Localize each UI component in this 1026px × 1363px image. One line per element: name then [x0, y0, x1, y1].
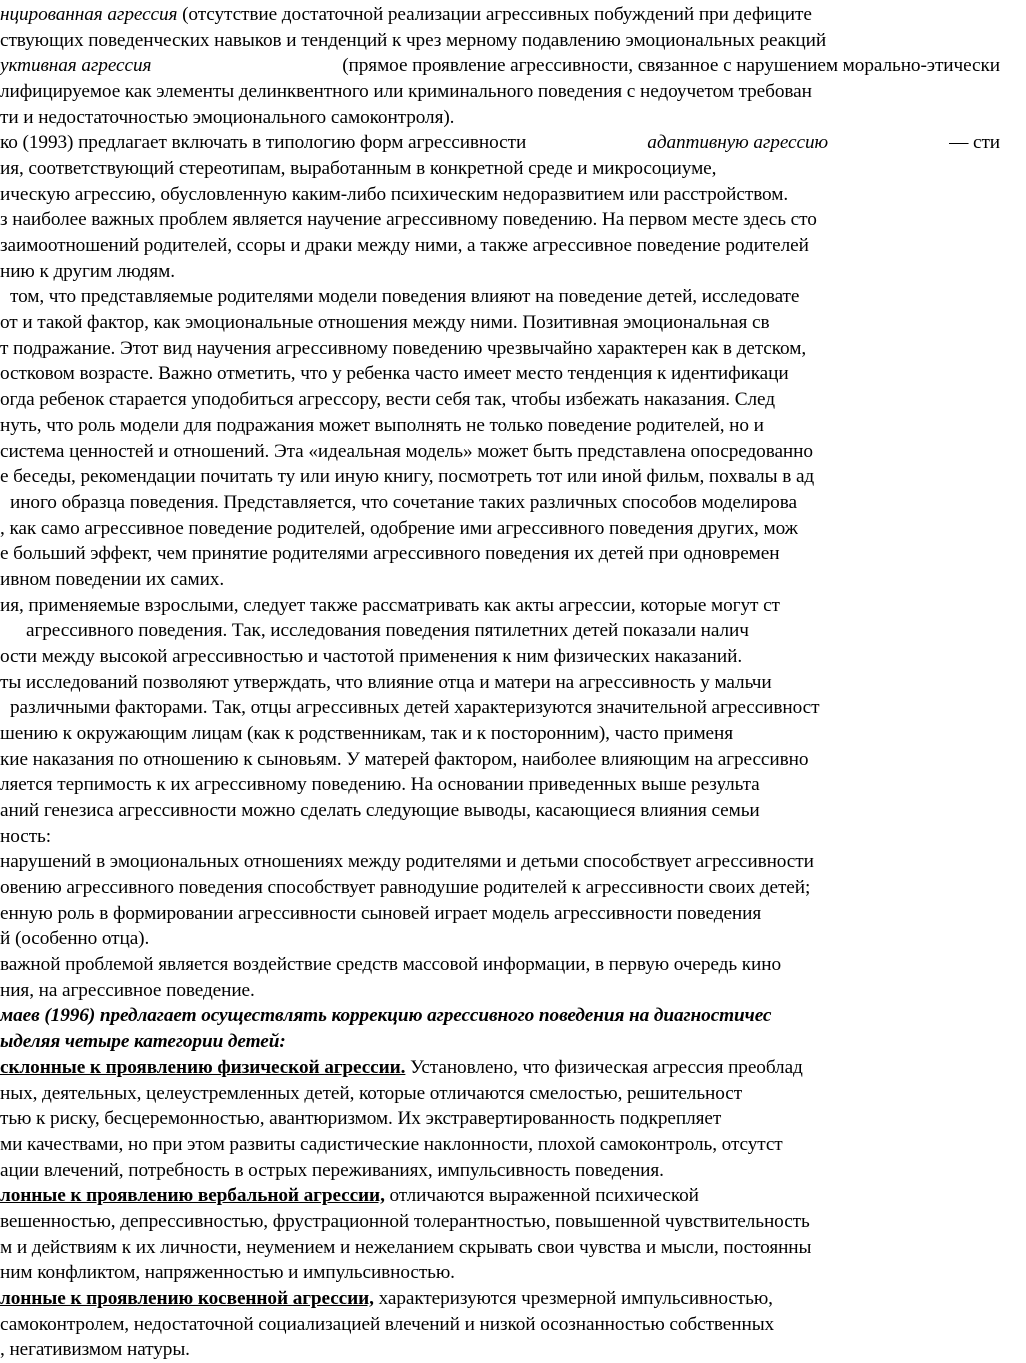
- text-segment: агрессивного поведения. Так, исследования поведения пятилетних детей показали налич: [26, 620, 749, 641]
- text-segment: заимоотношений родителей, ссоры и драки между ними, а также агрессивное поведение родителей: [0, 235, 809, 256]
- text-segment: (прямое проявление агрессивности, связанное с нарушением морально-этически: [342, 55, 1000, 76]
- text-line: [0, 592, 1000, 619]
- text-line: [0, 1234, 811, 1261]
- text-segment: е беседы, рекомендации почитать ту или иную книгу, посмотреть тот или иной фильм, похвалы в ад: [0, 466, 815, 487]
- text-segment: ия, применяемые взрослыми, следует также рассматривать как акты агрессии, которые могут ст: [0, 595, 780, 616]
- text-line: [0, 540, 779, 567]
- text-line: [0, 1131, 783, 1158]
- text-segment: ния, на агрессивное поведение.: [0, 980, 255, 1001]
- text-line: [0, 129, 1000, 156]
- text-line: [0, 643, 742, 670]
- text-segment: нцированная агрессия: [0, 4, 178, 25]
- text-segment: , негативизмом натуры.: [0, 1339, 190, 1360]
- text-segment: кие наказания по отношению к сыновьям. У матерей фактором, наиболее влияющим на агрессивно: [0, 749, 809, 770]
- text-segment: ты исследований позволяют утверждать, что влияние отца и матери на агрессивность у мальчи: [0, 672, 772, 693]
- text-line: [0, 412, 1000, 439]
- text-segment: ации влечений, потребность в острых переживаниях, импульсивность поведения.: [0, 1160, 664, 1181]
- text-segment: ия, соответствующий стереотипам, выработанным в конкретной среде и микросоциуме,: [0, 158, 717, 179]
- text-segment: характеризуются чрезмерной импульсивностью,: [373, 1288, 773, 1309]
- text-segment: шению к окружающим лицам (как к родственникам, так и к посторонним), часто применя: [0, 723, 733, 744]
- text-line: [0, 1, 812, 28]
- text-segment: , как само агрессивное поведение родителей, одобрение ими агрессивного поведения других, мож: [0, 518, 798, 539]
- text-line: [0, 1054, 803, 1081]
- text-segment: енную роль в формировании агрессивности сыновей играет модель агрессивности поведения: [0, 903, 762, 924]
- text-segment: огда ребенок старается уподобиться агрессору, вести себя так, чтобы избежать наказания. След: [0, 389, 775, 410]
- text-line: [0, 1028, 286, 1055]
- text-segment: том, что представляемые родителями модели поведения влияют на поведение детей, исследовате: [10, 286, 800, 307]
- text-segment: иного образца поведения. Представляется, что сочетание таких различных способов моделирова: [10, 492, 797, 513]
- text-line: [0, 206, 817, 233]
- text-segment: м и действиям к их личности, неумением и нежеланием скрывать свои чувства и мысли, постоянны: [0, 1237, 812, 1258]
- text-line: [0, 104, 454, 131]
- text-segment: маев (1996) предлагает осуществлять коррекцию агрессивного поведения на диагностичес: [0, 1005, 772, 1026]
- text-segment: е больший эффект, чем принятие родителями агрессивного поведения их детей при одновремен: [0, 543, 780, 564]
- text-line: [10, 694, 819, 721]
- text-line: [0, 669, 1000, 696]
- text-line: [0, 386, 1000, 413]
- text-line: [0, 771, 1000, 798]
- text-segment: вешенностью, депрессивностью, фрустрационной толерантностью, повышенной чувствительность: [0, 1211, 810, 1232]
- text-segment: нарушений в эмоциональных отношениях между родителями и детьми способствует агрессивности: [0, 851, 814, 872]
- text-line: [0, 463, 814, 490]
- text-segment: ти и недостаточностью эмоционального самоконтроля).: [0, 107, 455, 128]
- text-segment: склонные к проявлению физической агрессии.: [0, 1057, 406, 1078]
- text-line: [10, 283, 1010, 310]
- text-line: [0, 232, 809, 259]
- text-line: [0, 1208, 1000, 1235]
- text-line: [0, 335, 806, 362]
- text-line: [0, 1002, 1000, 1029]
- text-line: [0, 900, 761, 927]
- text-line: [0, 746, 808, 773]
- text-segment: нуть, что роль модели для подражания может выполнять не только поведение родителей, но и: [0, 415, 764, 436]
- text-line: [0, 925, 149, 952]
- text-segment: Установлено, что физическая агрессия преоблад: [405, 1057, 803, 1078]
- text-line: [0, 951, 1000, 978]
- text-line: [0, 823, 51, 850]
- text-segment: ивном поведении их самих.: [0, 569, 225, 590]
- text-line: [0, 52, 1000, 79]
- text-line: [0, 438, 813, 465]
- text-line: [0, 848, 814, 875]
- text-segment: ность:: [0, 826, 51, 847]
- text-line: [0, 181, 788, 208]
- text-line: [26, 617, 1026, 644]
- text-segment: система ценностей и отношений. Эта «идеальная модель» может быть представлена опосредованно: [0, 441, 813, 462]
- text-segment: ыделяя четыре категории детей:: [0, 1031, 286, 1052]
- text-line: [0, 1311, 774, 1338]
- text-line: [0, 309, 1000, 336]
- text-segment: ствующих поведенческих навыков и тенденций к чрез мерному подавлению эмоциональных реакций: [0, 30, 827, 51]
- text-line: [0, 977, 255, 1004]
- text-line: [0, 797, 1000, 824]
- text-line: [0, 1285, 773, 1312]
- text-segment: лифицируемое как элементы делинквентного или криминального поведения с недоучетом требован: [0, 81, 812, 102]
- text-line: [0, 1259, 455, 1286]
- text-segment: нию к другим людям.: [0, 261, 175, 282]
- text-segment: остковом возрасте. Важно отметить, что у ребенка часто имеет место тенденция к идентификаци: [0, 363, 789, 384]
- text-segment: лонные к проявлению косвенной агрессии,: [0, 1288, 374, 1309]
- text-segment: ляется терпимость к их агрессивному поведению. На основании приведенных выше результа: [0, 774, 760, 795]
- text-line: [10, 489, 1010, 516]
- text-segment: ми качествами, но при этом развиты садистические наклонности, плохой самоконтроль, отсутст: [0, 1134, 783, 1155]
- text-segment: аний генезиса агрессивности можно сделать следующие выводы, касающиеся влияния семьи: [0, 800, 760, 821]
- text-segment: уктивная агрессия: [0, 55, 152, 76]
- text-segment: ним конфликтом, напряженностью и импульсивностью.: [0, 1262, 455, 1283]
- text-segment: важной проблемой является воздействие средств массовой информации, в первую очередь кино: [0, 954, 782, 975]
- text-line: [0, 360, 1000, 387]
- text-segment: различными факторами. Так, отцы агрессивных детей характеризуются значительной агрессивност: [10, 697, 820, 718]
- text-line: [0, 78, 812, 105]
- text-line: [0, 1182, 699, 1209]
- text-segment: т подражание. Этот вид научения агрессивному поведению чрезвычайно характерен как в детском,: [0, 338, 807, 359]
- text-segment: ическую агрессию, обусловленную каким-либо психическим недоразвитием или расстройством.: [0, 184, 789, 205]
- text-segment: ости между высокой агрессивностью и частотой применения к ним физических наказаний.: [0, 646, 743, 667]
- text-segment: й (особенно отца).: [0, 928, 150, 949]
- text-segment: ко (1993) предлагает включать в типологию форм агрессивности: [0, 132, 527, 153]
- text-line: [0, 1105, 1000, 1132]
- text-segment: самоконтролем, недостаточной социализацией влечений и низкой осознанностью собственных: [0, 1314, 775, 1335]
- text-line: [0, 155, 1000, 182]
- text-line: [0, 258, 175, 285]
- text-segment: ных, деятельных, целеустремленных детей, которые отличаются смелостью, решительност: [0, 1083, 743, 1104]
- text-segment: овению агрессивного поведения способствует равнодушие родителей к агрессивности своих детей;: [0, 877, 811, 898]
- text-segment: лонные к проявлению вербальной агрессии,: [0, 1185, 385, 1206]
- text-segment: отличаются выраженной психической: [384, 1185, 699, 1206]
- text-line: [0, 720, 1000, 747]
- text-line: [0, 874, 810, 901]
- text-segment: тью к риску, бесцеремонностью, авантюризмом. Их экстравертированность подкрепляет: [0, 1108, 722, 1129]
- text-segment: з наиболее важных проблем является научение агрессивному поведению. На первом месте здесь сто: [0, 209, 817, 230]
- text-line: [0, 1080, 1000, 1107]
- text-segment: — сти: [949, 132, 1000, 153]
- text-segment: (отсутствие достаточной реализации агрессивных побуждений при дефиците: [177, 4, 812, 25]
- text-line: [0, 1336, 190, 1363]
- text-line: [0, 27, 826, 54]
- text-segment: адаптивную агрессию: [647, 132, 828, 153]
- text-line: [0, 515, 798, 542]
- text-line: [0, 1157, 664, 1184]
- text-segment: от и такой фактор, как эмоциональные отношения между ними. Позитивная эмоциональная св: [0, 312, 770, 333]
- text-line: [0, 566, 224, 593]
